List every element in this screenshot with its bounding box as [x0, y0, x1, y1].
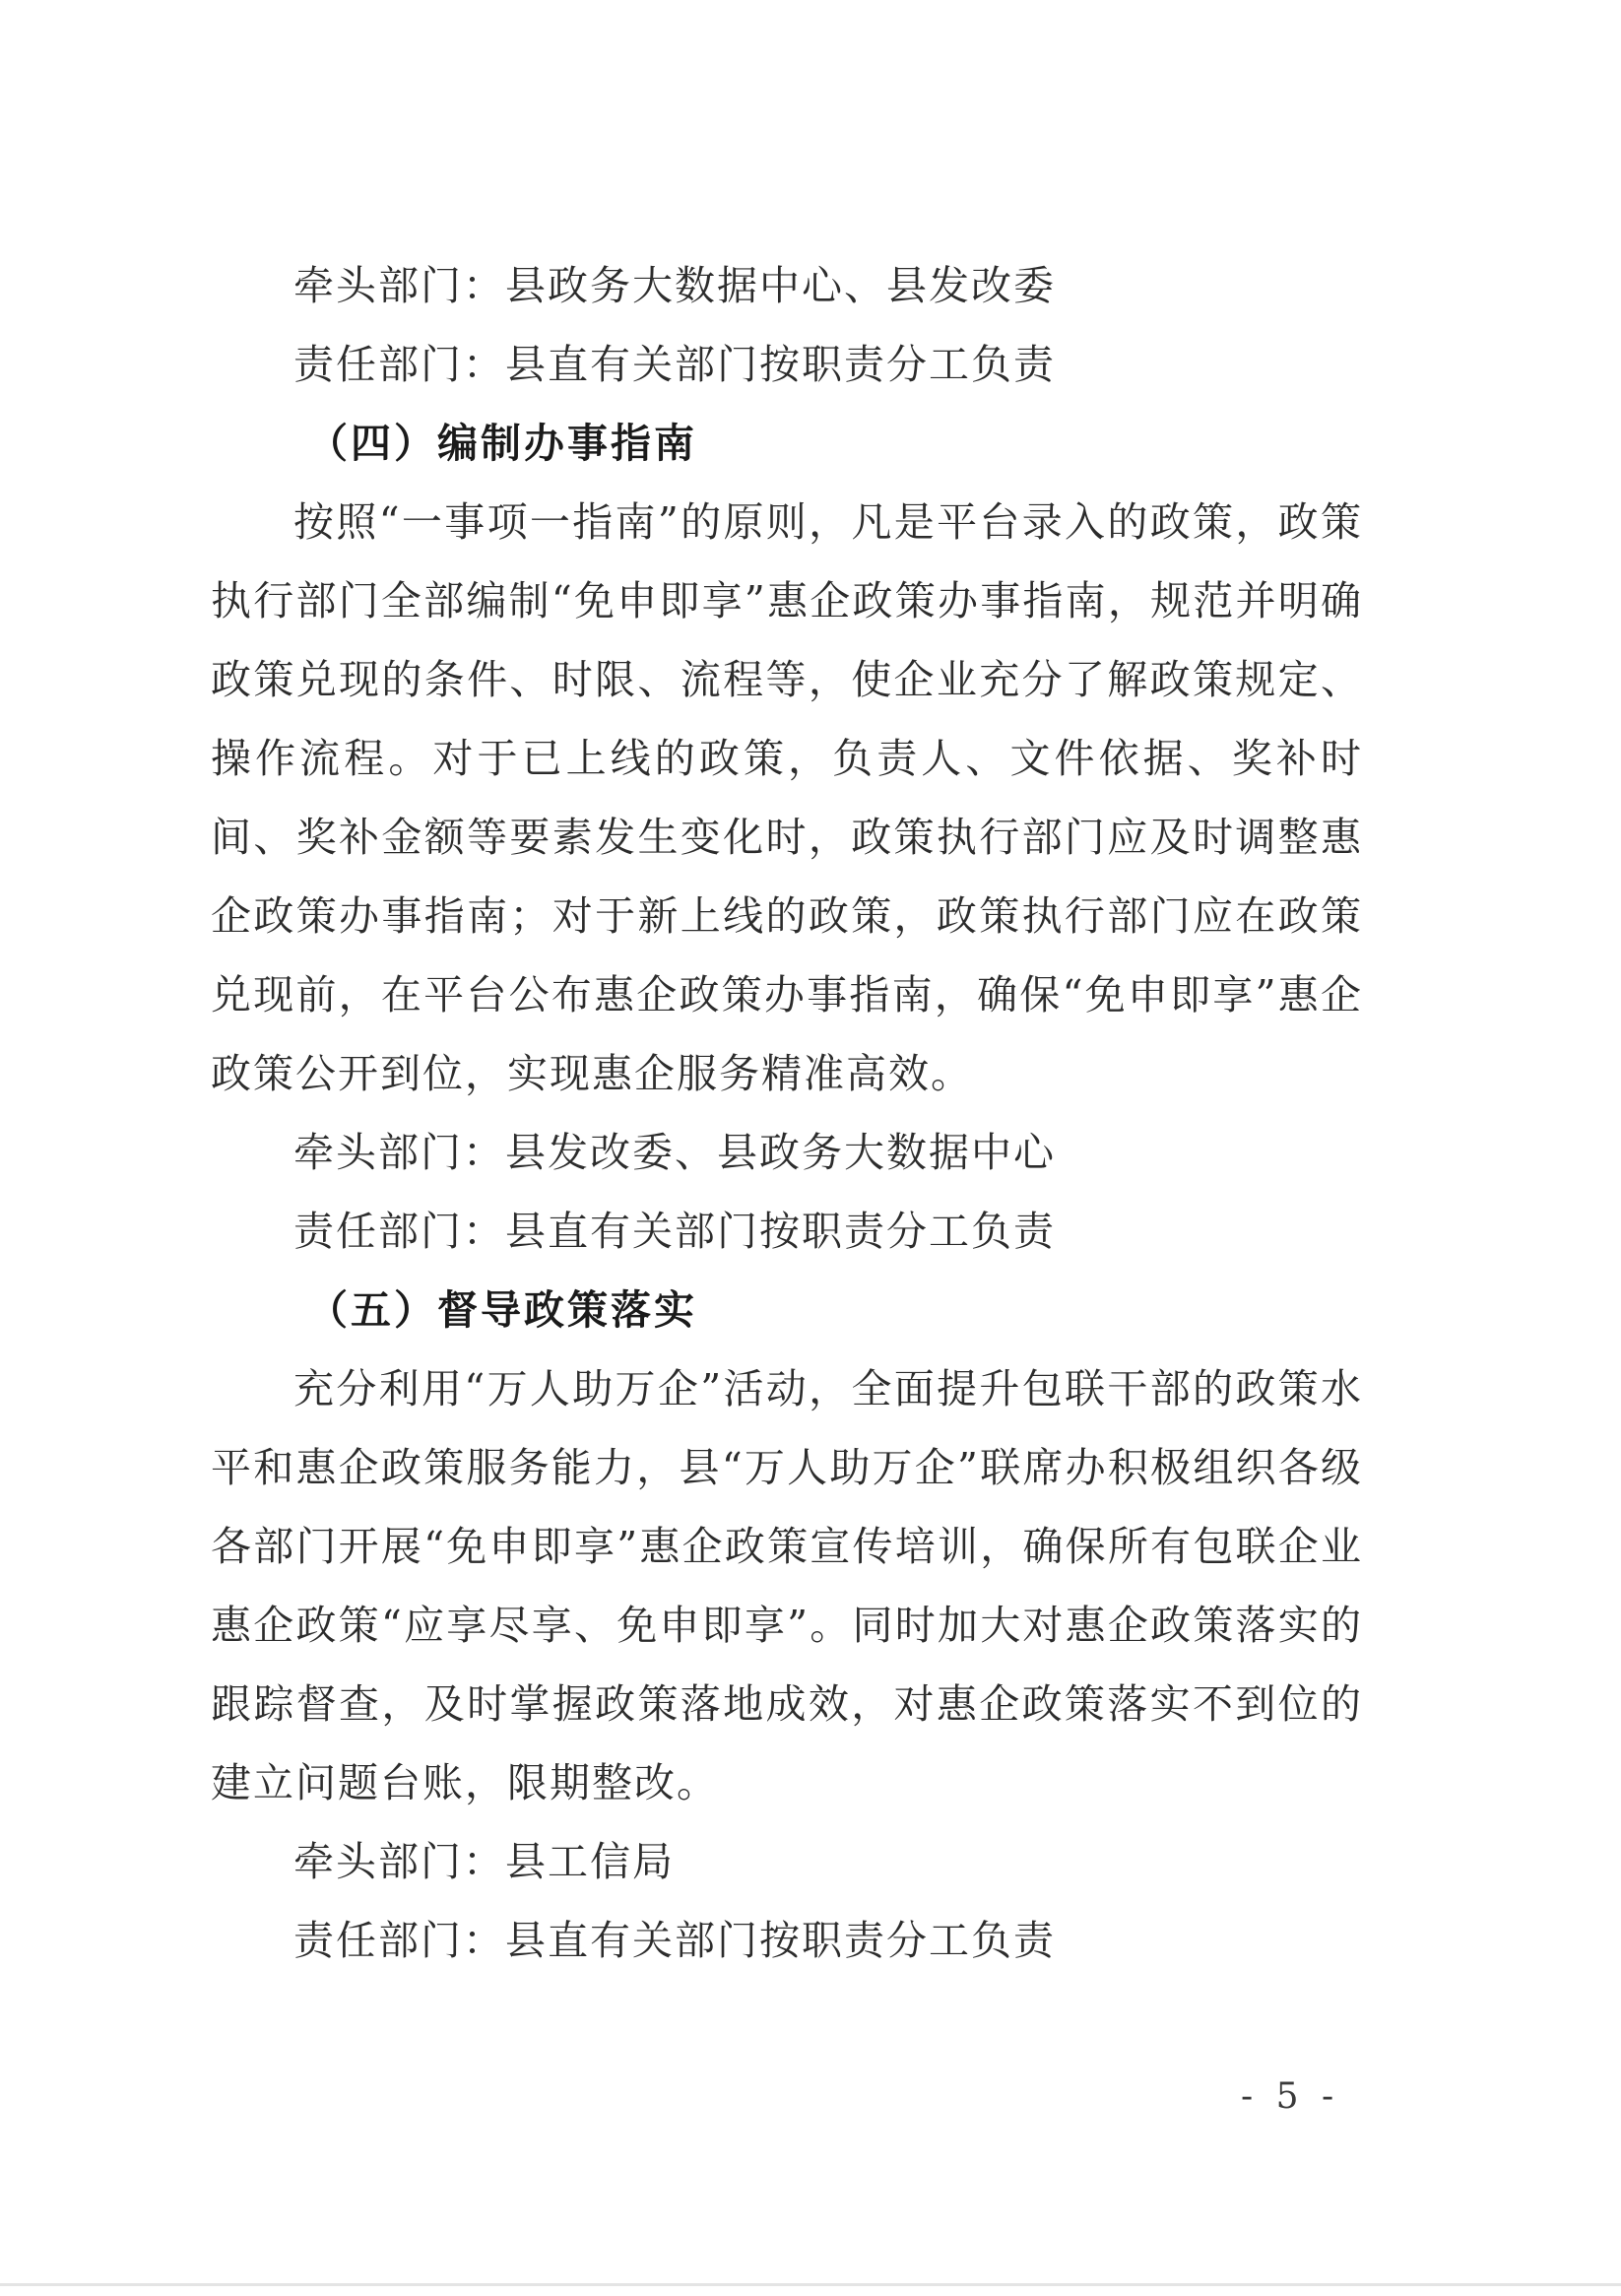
page-edge-divider [0, 2283, 1621, 2286]
section-five-paragraph: 充分利用“万人助万企”活动，全面提升包联干部的政策水平和惠企政策服务能力，县“万人助万企”联席办积极组织各级各部门开展“免申即享”惠企政策宣传培训，确保所有包联企业惠企政策“应享尽享、免申即享”。同时加大对惠企政策落实的跟踪督查，及时掌握政策落地成效，对惠企政策落实不到位的建立问题台账，限期整改。 [211, 1365, 1363, 1806]
page-number: - 5 - [1241, 2076, 1340, 2117]
responsible-department-line: 责任部门：县直有关部门按职责分工负责 [293, 341, 1056, 388]
section-heading-four: （四）编制办事指南 [307, 420, 697, 467]
document-body [211, 246, 1373, 1980]
section-heading-five: （五）督导政策落实 [307, 1286, 697, 1334]
lead-department-line: 牵头部门：县工信局 [293, 1838, 675, 1885]
lead-department-line: 牵头部门：县政务大数据中心、县发改委 [293, 262, 1056, 309]
responsible-department-line: 责任部门：县直有关部门按职责分工负责 [293, 1917, 1056, 1964]
responsible-department-line: 责任部门：县直有关部门按职责分工负责 [293, 1208, 1056, 1255]
section-four-paragraph: 按照“一事项一指南”的原则，凡是平台录入的政策，政策执行部门全部编制“免申即享”惠企政策办事指南，规范并明确政策兑现的条件、时限、流程等，使企业充分了解政策规定、操作流程。对于已上线的政策，负责人、文件依据、奖补时间、奖补金额等要素发生变化时，政策执行部门应及时调整惠企政策办事指南；对于新上线的政策，政策执行部门应在政策兑现前，在平台公布惠企政策办事指南，确保“免申即享”惠企政策公开到位，实现惠企服务精准高效。 [211, 498, 1363, 1097]
lead-department-line: 牵头部门：县发改委、县政务大数据中心 [293, 1129, 1056, 1176]
